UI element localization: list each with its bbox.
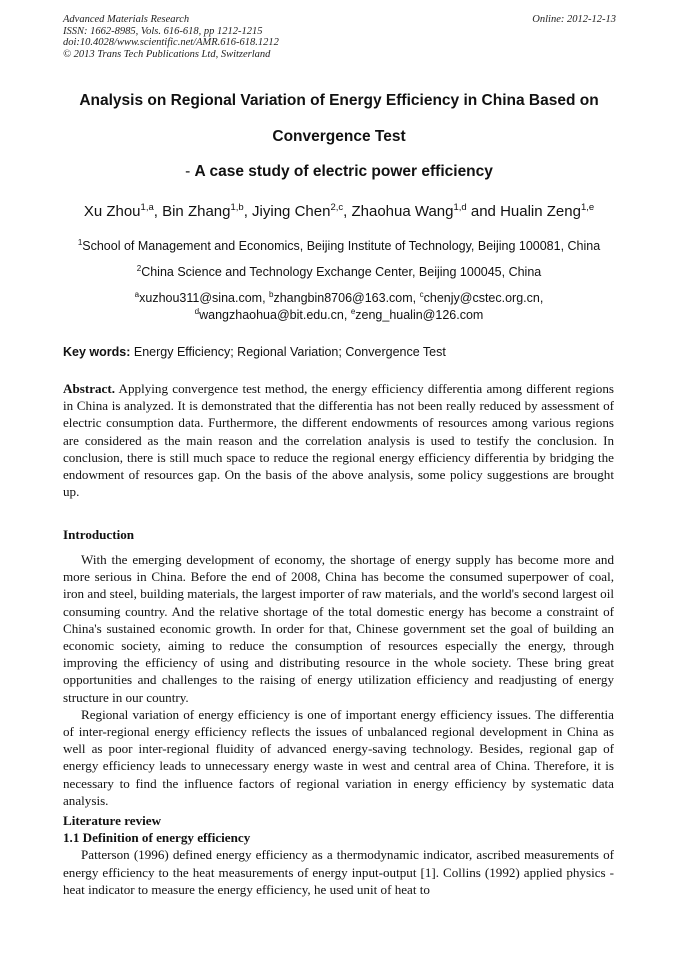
- email-link[interactable]: xuzhou311@sina.com: [139, 291, 263, 305]
- author-separator: ,: [243, 203, 253, 220]
- email-separator: ,: [262, 291, 270, 305]
- affiliation-text: School of Management and Economics, Beijing Institute of Technology, Beijing 100081, China: [82, 239, 601, 253]
- introduction-section: [63, 551, 614, 809]
- literature-paragraph-1: Patterson (1996) defined energy efficiency as a thermodynamic indicator, ascribed measurements of energy efficiency to the heat measurements of energy input-output [1]. Collins (1992) applied physics - heat indicator to measure the energy efficiency, he used unit of heat to: [63, 847, 614, 897]
- journal-doi: doi:10.4028/www.scientific.net/AMR.616-618.1212: [63, 37, 279, 48]
- author-sup: 1,b: [230, 202, 244, 213]
- paper-title-line-1: Analysis on Regional Variation of Energy Efficiency in China Based on: [79, 92, 599, 109]
- email-line-2: [20, 307, 658, 322]
- keywords-text: Energy Efficiency; Regional Variation; Convergence Test: [133, 345, 446, 359]
- subtitle-dash: -: [185, 163, 195, 180]
- online-date: Online: 2012-12-13: [532, 14, 616, 25]
- email-separator: ,: [412, 291, 420, 305]
- email-separator: ,: [539, 291, 544, 305]
- introduction-paragraph-2: Regional variation of energy efficiency is one of important energy efficiency issues. The differentia of inter-regional energy efficiency reflects the issues of unbalanced regional development in China as well as poor inter-regional fluidity of advanced energy-saving technology. Besides, regional gap of energy efficiency leads to unnecessary energy waste in west and central area of China. Therefore, it is necessary to find the influence factors of regional variation in energy efficiency by systematic data analysis.: [63, 706, 614, 808]
- author-sup: 1,a: [140, 202, 154, 213]
- author: Hualin Zeng: [500, 203, 581, 220]
- author-separator: ,: [153, 203, 163, 220]
- literature-section: [63, 812, 614, 898]
- email-sup: d: [194, 307, 200, 316]
- email-link[interactable]: zhangbin8706@163.com: [273, 291, 413, 305]
- paper-title-line-2: Convergence Test: [272, 128, 406, 145]
- author: Zhaohua Wang: [351, 203, 454, 220]
- email-separator: ,: [343, 308, 351, 322]
- introduction-heading: Introduction: [63, 527, 135, 542]
- author-separator: and: [466, 203, 501, 220]
- author: Jiying Chen: [252, 203, 331, 220]
- affiliation-text: China Science and Technology Exchange Center, Beijing 100045, China: [141, 265, 542, 279]
- author-separator: ,: [343, 203, 352, 220]
- keywords-label: Key words:: [63, 345, 131, 359]
- email-link[interactable]: zeng_hualin@126.com: [355, 308, 484, 322]
- affiliation-1: [20, 238, 658, 253]
- email-sup: a: [134, 290, 140, 299]
- email-link[interactable]: wangzhaohua@bit.edu.cn: [199, 308, 344, 322]
- author-sup: 2,c: [330, 202, 344, 213]
- literature-heading: Literature review: [63, 813, 162, 828]
- definition-subheading: 1.1 Definition of energy efficiency: [63, 830, 251, 846]
- introduction-paragraph-1: With the emerging development of economy, the shortage of energy supply has become more and more serious in China. Before the end of 2008, China has become the consumed superpower of coal, iron and steel, building materials, the largest importer of raw materials, and the world's second largest oil consuming country. And the relative shortage of the total domestic energy has become a constraint of China's sustained economic growth. In order for that, Chinese government set the goal of building an economic society, aiming to reduce the consumption of resources especially the energy, through improving the efficiency of using and distributing resource in the whole society. These bring great opportunities and challenges to the raising of energy utilization efficiency and readjusting of energy structure in our country.: [63, 552, 614, 705]
- abstract-label: Abstract.: [63, 381, 115, 396]
- subtitle-text: A case study of electric power efficiency: [194, 163, 493, 180]
- email-sup: b: [269, 290, 274, 299]
- author: Bin Zhang: [162, 203, 231, 220]
- email-link[interactable]: chenjy@cstec.org.cn: [423, 291, 540, 305]
- keywords: [63, 345, 446, 359]
- author: Xu Zhou: [83, 203, 141, 220]
- affiliation-sup: 1: [77, 238, 83, 247]
- author-sup: 1,d: [453, 202, 467, 213]
- journal-name: Advanced Materials Research: [63, 14, 190, 25]
- paper-subtitle: [40, 163, 638, 181]
- journal-copyright: © 2013 Trans Tech Publications Ltd, Switzerland: [63, 48, 271, 60]
- author-sup: 1,e: [580, 202, 595, 213]
- email-sup: e: [350, 307, 356, 316]
- author-list: [20, 202, 658, 220]
- abstract-text: Applying convergence test method, the energy efficiency differentia among different regions in China is analyzed. It is demonstrated that the differentia has not been really reduced by assessment of electric consumption data. Furthermore, the different endowments of resources among various regions are considered as the main reason and the correlation analysis is used to testify the conclusion. In conclusion, there is still much space to reduce the regional energy efficiency differentia by bridging the endowment of resources gap. On the basis of the above analysis, some policy suggestions are brought up.: [63, 381, 615, 500]
- email-line-1: [20, 290, 658, 305]
- abstract: [63, 380, 614, 500]
- journal-issn: ISSN: 1662-8985, Vols. 616-618, pp 1212-1215: [63, 25, 263, 37]
- affiliation-2: [20, 264, 658, 279]
- email-sup: c: [419, 290, 424, 299]
- journal-header: [63, 14, 616, 60]
- affiliation-sup: 2: [136, 264, 142, 273]
